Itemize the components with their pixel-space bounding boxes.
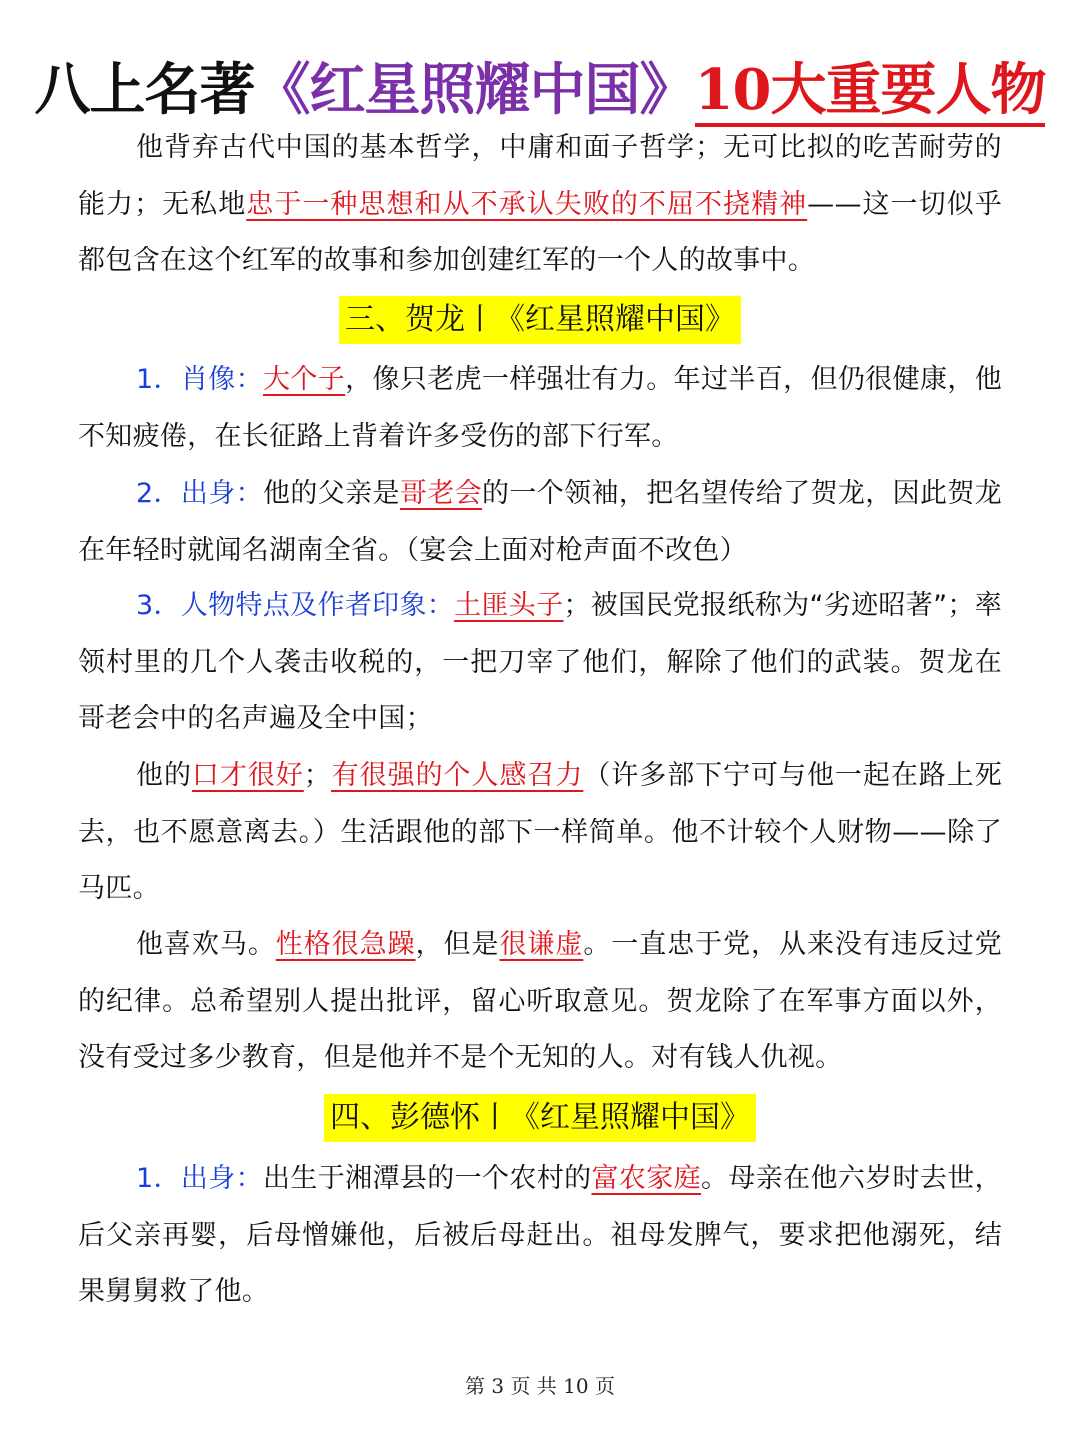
- he-long-portrait-paragraph: [78, 352, 1002, 465]
- section-heading-he-long: [0, 296, 1080, 344]
- paragraph-text: ；被国民党报纸称为“劣迹昭著”；率领村里的几个人袭击收税的，一把刀宰了他们，解除了他们的武装。贺龙在哥老会中的名声遍及全中国；: [78, 590, 1002, 734]
- intro-text-2: ——这一切似乎都包含在这个红军的故事和参加创建红军的一个人的故事中。: [78, 188, 1002, 276]
- item-label: 1．出身：: [136, 1163, 264, 1194]
- paragraph-text: 的一个领袖，把名望传给了贺龙，因此贺龙在年轻时就闻名湖南全省。（宴会上面对枪声面不改色）: [78, 478, 1003, 566]
- intro-paragraph: [78, 120, 1002, 290]
- paragraph-text: ，像只老虎一样强壮有力。年过半百，但仍很健康，他不知疲倦，在长征路上背着许多受伤的部下行军。: [78, 364, 1003, 452]
- section-heading-text: 四、彭德怀丨《红星照耀中国》: [324, 1094, 756, 1142]
- item-label: 2．出身：: [136, 478, 264, 509]
- keyword-highlight: 哥老会: [399, 478, 483, 509]
- keyword-highlight: 口才很好: [191, 760, 304, 791]
- he-long-eloquence-paragraph: [78, 748, 1002, 918]
- paragraph-text: 他喜欢马。: [136, 929, 276, 960]
- he-long-personality-paragraph: [78, 917, 1002, 1087]
- item-label: 3．人物特点及作者印象：: [136, 590, 455, 621]
- keyword-highlight: 富农家庭: [591, 1163, 701, 1194]
- paragraph-text: ；: [303, 760, 332, 791]
- paragraph-text: （许多部下宁可与他一起在路上死去，也不愿意离去。）生活跟他的部下一样简单。他不计较个人财物——除了马匹。: [78, 760, 1003, 904]
- paragraph-text: 。一直忠于党，从来没有违反过党的纪律。总希望别人提出批评，留心听取意见。贺龙除了在军事方面以外，没有受过多少教育，但是他并不是个无知的人。对有钱人仇视。: [78, 929, 1002, 1073]
- he-long-origin-paragraph: [78, 466, 1002, 579]
- keyword-highlight: 有很强的个人感召力: [331, 760, 584, 791]
- section-heading-peng-dehuai: [0, 1094, 1080, 1142]
- paragraph-text: 他的: [136, 760, 192, 791]
- title-book-name: 《红星照耀中国》: [254, 57, 695, 123]
- intro-highlight: 忠于一种思想和从不承认失败的不屈不挠精神: [246, 188, 808, 220]
- paragraph-text: 出生于湘潭县的一个农村的: [263, 1163, 592, 1194]
- page-number-footer: 第 3 页 共 10 页: [465, 1374, 615, 1398]
- paragraph-text: 。母亲在他六岁时去世，后父亲再婴，后母憎嫌他，后被后母赶出。祖母发脾气，要求把他溺死，结果舅舅救了他。: [78, 1163, 1002, 1307]
- paragraph-text: ，但是: [415, 929, 500, 960]
- title-topic: 10大重要人物: [695, 57, 1046, 127]
- he-long-traits-paragraph: [78, 578, 1002, 748]
- keyword-highlight: 很谦虚: [499, 929, 584, 960]
- page-title: [0, 52, 1080, 128]
- keyword-highlight: 性格很急躁: [275, 929, 416, 960]
- keyword-highlight: 大个子: [263, 364, 346, 395]
- item-label: 1．肖像：: [136, 364, 264, 395]
- keyword-highlight: 土匪头子: [454, 590, 564, 621]
- title-grade-label: 八上名著: [34, 57, 255, 123]
- intro-text-1: 他背弃古代中国的基本哲学，中庸和面子哲学；无可比拟的吃苦耐劳的能力；无私地: [78, 132, 1002, 220]
- peng-dehuai-origin-paragraph: [78, 1151, 1002, 1321]
- paragraph-text: 他的父亲是: [263, 478, 400, 509]
- section-heading-text: 三、贺龙丨《红星照耀中国》: [339, 296, 741, 344]
